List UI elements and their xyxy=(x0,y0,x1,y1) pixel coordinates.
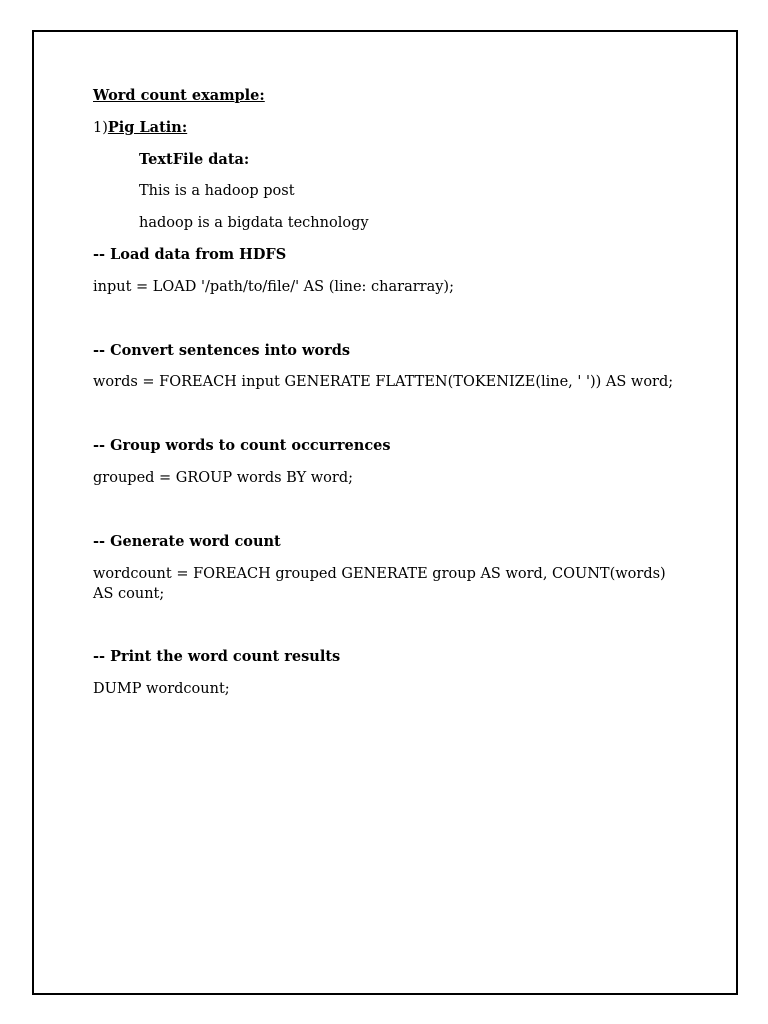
section-heading xyxy=(93,118,187,138)
code-line: DUMP wordcount; xyxy=(93,681,230,697)
code-line: input = LOAD '/path/to/file/' AS (line: chararray); xyxy=(93,279,454,295)
textfile-line: hadoop is a bigdata technology xyxy=(139,215,369,231)
textfile-label: TextFile data: xyxy=(139,151,250,168)
code-comment: -- Print the word count results xyxy=(93,648,341,665)
code-line: words = FOREACH input GENERATE FLATTEN(TOKENIZE(line, ' ')) AS word; xyxy=(93,374,674,390)
textfile-line: This is a hadoop post xyxy=(139,183,295,199)
section-title: Pig Latin: xyxy=(107,119,188,136)
page-border xyxy=(32,30,738,995)
section-number: 1) xyxy=(93,120,108,136)
code-comment: -- Generate word count xyxy=(93,533,281,550)
code-line: wordcount = FOREACH grouped GENERATE group AS word, COUNT(words) AS count; xyxy=(93,566,666,602)
code-comment: -- Group words to count occurrences xyxy=(93,437,391,454)
code-comment: -- Load data from HDFS xyxy=(93,246,287,263)
document-heading: Word count example: xyxy=(93,87,265,104)
code-comment: -- Convert sentences into words xyxy=(93,342,351,359)
code-line: grouped = GROUP words BY word; xyxy=(93,470,353,486)
